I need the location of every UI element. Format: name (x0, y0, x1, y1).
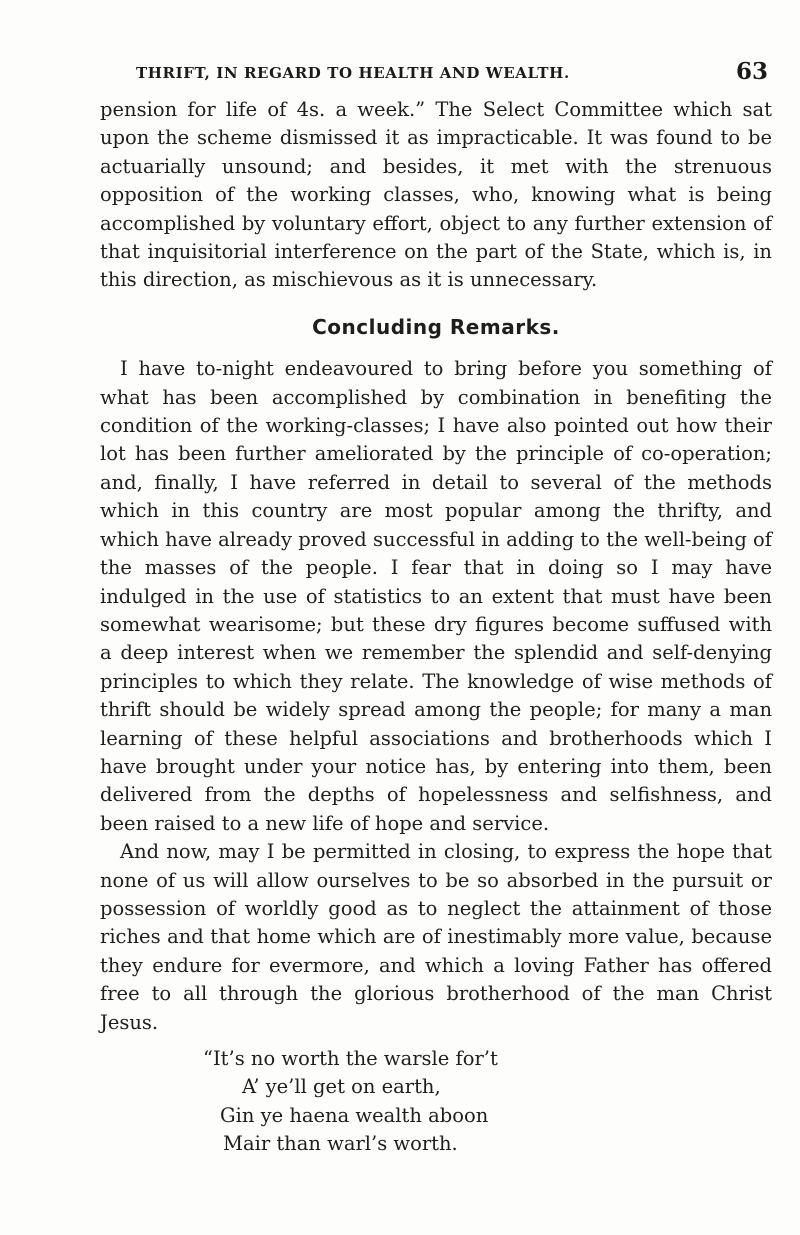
verse-quotation (100, 1045, 772, 1159)
running-header (100, 58, 768, 88)
paragraph-continued: pension for life of 4s. a week.” The Select Committee which sat upon the scheme dismissed it as impracticable. It was found to be actuarially unsound; and besides, it met with the strenuous opposition of the working classes, who, knowing what is being accomplished by voluntary effort, object to any further extension of that inquisitorial interference on the part of the State, which is, in this direction, as mischievous as it is unnecessary. (100, 98, 772, 292)
verse-line: A’ ye’ll get on earth, (242, 1075, 441, 1099)
paragraph: And now, may I be permitted in closing, to express the hope that none of us will allow ourselves to be so absorbed in the pursuit or possession of worldly good as to neglect the attainment of those riches and that home which are of inestimably more value, because they endure for evermore, and which a loving Father has offered free to all through the glorious brotherhood of the man Christ Jesus. (100, 840, 772, 1034)
verse-line: Gin ye haena wealth aboon (220, 1103, 489, 1127)
verse-line: Mair than warl’s worth. (223, 1132, 458, 1156)
running-title: THRIFT, IN REGARD TO HEALTH AND WEALTH. (136, 64, 570, 82)
page-number: 63 (735, 58, 768, 85)
body-text (100, 96, 772, 1159)
paragraph: I have to-night endeavoured to bring before you something of what has been accomplished by combination in benefiting the condition of the working-classes; I have also pointed out how their lot has been further ameliorated by the principle of co-operation; and, finally, I have referred in detail to several of the methods which in this country are most popular among the thrifty, and which have already proved successful in adding to the well-being of the masses of the people. I fear that in doing so I may have indulged in the use of statistics to an extent that must have been somewhat wearisome; but these dry figures become suffused with a deep interest when we remember the splendid and self-denying principles to which they relate. The knowledge of wise methods of thrift should be widely spread among the people; for many a man learning of these helpful associations and brotherhoods which I have brought under your notice has, by entering into them, been delivered from the depths of hopelessness and selfishness, and been raised to a new life of hope and service. (100, 357, 772, 835)
section-heading: Concluding Remarks. (312, 314, 560, 339)
verse-line: “It’s no worth the warsle for’t (203, 1047, 498, 1070)
